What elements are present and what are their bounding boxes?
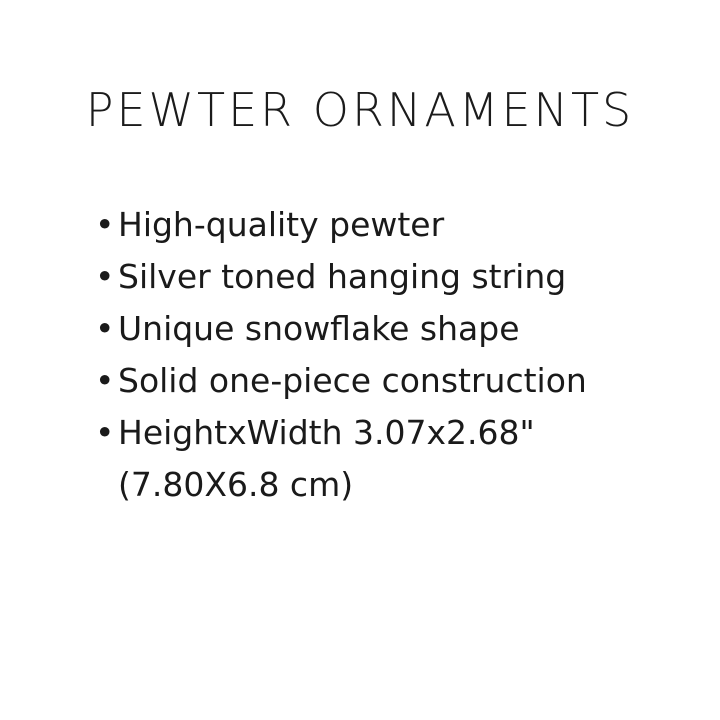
page-title: PEWTER ORNAMENTS bbox=[85, 83, 635, 137]
list-item bbox=[95, 251, 675, 303]
feature-text: • High-quality pewter bbox=[118, 205, 445, 244]
feature-list bbox=[95, 199, 675, 511]
list-item bbox=[95, 355, 675, 407]
feature-text: • Silver toned hanging string bbox=[118, 257, 567, 296]
list-item bbox=[95, 407, 675, 511]
feature-text: • Solid one-piece construction bbox=[118, 361, 587, 400]
feature-text-dimensions-inches: • HeightxWidth 3.07x2.68" bbox=[118, 413, 535, 452]
feature-text: • Unique snowflake shape bbox=[118, 309, 520, 348]
feature-text-dimensions-cm: (7.80X6.8 cm) bbox=[118, 465, 354, 504]
list-item bbox=[95, 199, 675, 251]
list-item bbox=[95, 303, 675, 355]
